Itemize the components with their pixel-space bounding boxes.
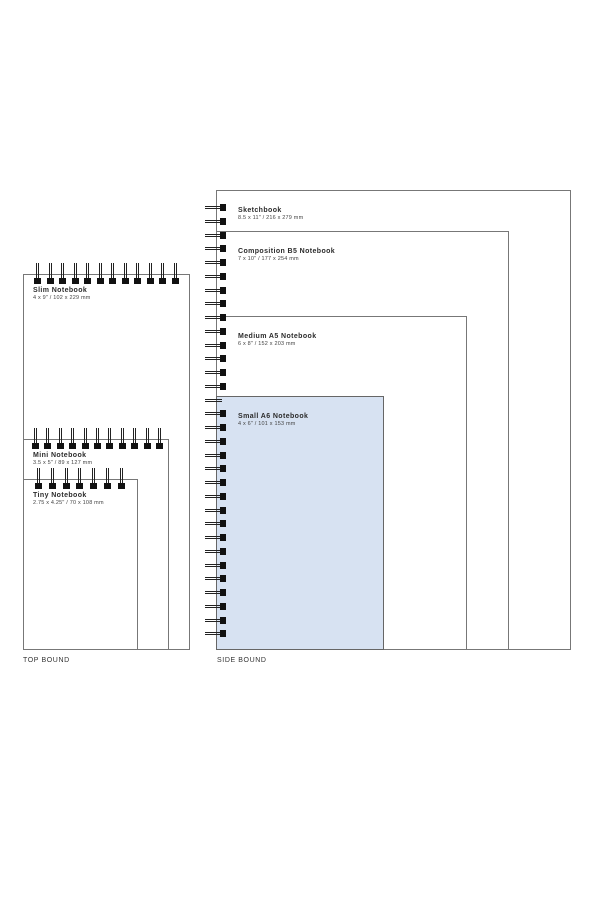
notebook-title: Composition B5 Notebook (238, 248, 336, 255)
notebook-label-a6 (238, 413, 308, 427)
spiral-coil-icon (205, 507, 227, 514)
spiral-coil-icon (205, 369, 227, 376)
spiral-coil-icon (131, 428, 138, 450)
notebook-title: Sketchbook (238, 207, 282, 214)
spiral-coil-icon (205, 575, 227, 582)
spiral-coil-icon (205, 617, 227, 624)
spiral-coil-icon (205, 534, 227, 541)
spiral-coil-icon (205, 465, 227, 472)
spiral-coil-icon (94, 428, 101, 450)
spiral-coil-icon (205, 562, 227, 569)
spiral-coil-icon (147, 263, 154, 285)
spiral-coil-icon (205, 300, 227, 307)
spiral-coil-icon (205, 493, 227, 500)
spiral-coil-icon (205, 259, 227, 266)
spiral-coil-icon (144, 428, 151, 450)
notebook-label-mini (33, 452, 92, 466)
spiral-coil-icon (72, 263, 79, 285)
spiral-coil-icon (104, 468, 111, 490)
caption-side-bound: SIDE BOUND (217, 657, 267, 664)
spiral-coil-icon (205, 355, 227, 362)
spiral-coil-icon (205, 383, 227, 390)
spiral-coil-icon (69, 428, 76, 450)
spiral-coil-icon (172, 263, 179, 285)
notebook-dimensions: 4 x 9" / 102 x 229 mm (33, 295, 91, 301)
spiral-coil-icon (205, 424, 227, 431)
caption-top-bound: TOP BOUND (23, 657, 70, 664)
spiral-coil-icon (76, 468, 83, 490)
notebook-dimensions: 6 x 8" / 152 x 203 mm (238, 341, 296, 347)
spiral-coil-icon (205, 273, 227, 280)
spiral-coil-icon (205, 232, 227, 239)
spiral-coil-icon (205, 630, 227, 637)
spiral-coil-icon (156, 428, 163, 450)
spiral-coil-icon (205, 520, 227, 527)
spiral-coil-icon (205, 245, 227, 252)
spiral-coil-icon (122, 263, 129, 285)
notebook-title: Medium A5 Notebook (238, 333, 317, 340)
spiral-coil-icon (205, 589, 227, 596)
spiral-coil-icon (90, 468, 97, 490)
spiral-coil-icon (205, 438, 227, 445)
notebook-label-a5 (238, 333, 317, 347)
notebook-dimensions: 3.5 x 5" / 89 x 127 mm (33, 460, 93, 466)
spiral-coil-icon (205, 218, 227, 225)
spiral-coil-icon (205, 452, 227, 459)
notebook-title: Slim Notebook (33, 287, 88, 294)
spiral-coil-icon (205, 603, 227, 610)
spiral-coil-icon (134, 263, 141, 285)
spiral-coil-icon (109, 263, 116, 285)
spiral-coil-icon (34, 263, 41, 285)
spiral-coil-icon (97, 263, 104, 285)
spiral-coil-icon (205, 328, 227, 335)
spiral-coil-icon (205, 204, 227, 211)
spiral-coil-icon (205, 479, 227, 486)
spiral-coil-icon (44, 428, 51, 450)
notebook-dimensions: 4 x 6" / 101 x 153 mm (238, 421, 296, 427)
notebook-dimensions: 7 x 10" / 177 x 254 mm (238, 256, 299, 262)
spiral-coil-icon (63, 468, 70, 490)
notebook-label-slim (33, 287, 91, 301)
spiral-coil-icon (205, 287, 227, 294)
notebook-label-b5 (238, 248, 335, 262)
spiral-coil-icon (159, 263, 166, 285)
notebook-title: Mini Notebook (33, 452, 87, 459)
notebook-label-tiny (33, 492, 104, 506)
spiral-coil-icon (49, 468, 56, 490)
spiral-coil-icon (32, 428, 39, 450)
spiral-coil-icon (47, 263, 54, 285)
notebook-outline-a6 (216, 396, 384, 650)
spiral-coil-icon (35, 468, 42, 490)
spiral-coil-icon (119, 428, 126, 450)
spiral-coil-icon (118, 468, 125, 490)
notebook-label-sketchbook (238, 207, 303, 221)
spiral-coil-icon (57, 428, 64, 450)
notebook-dimensions: 8.5 x 11" / 216 x 279 mm (238, 215, 304, 221)
notebook-title: Tiny Notebook (33, 492, 87, 499)
spiral-coil-icon (82, 428, 89, 450)
spiral-coil-icon (106, 428, 113, 450)
spiral-coil-icon (205, 397, 227, 404)
spiral-coil-icon (205, 342, 227, 349)
notebook-title: Small A6 Notebook (238, 413, 309, 420)
spiral-coil-icon (205, 314, 227, 321)
spiral-coil-icon (205, 548, 227, 555)
spiral-coil-icon (84, 263, 91, 285)
notebook-dimensions: 2.75 x 4.25" / 70 x 108 mm (33, 500, 104, 506)
spiral-coil-icon (205, 410, 227, 417)
spiral-coil-icon (59, 263, 66, 285)
